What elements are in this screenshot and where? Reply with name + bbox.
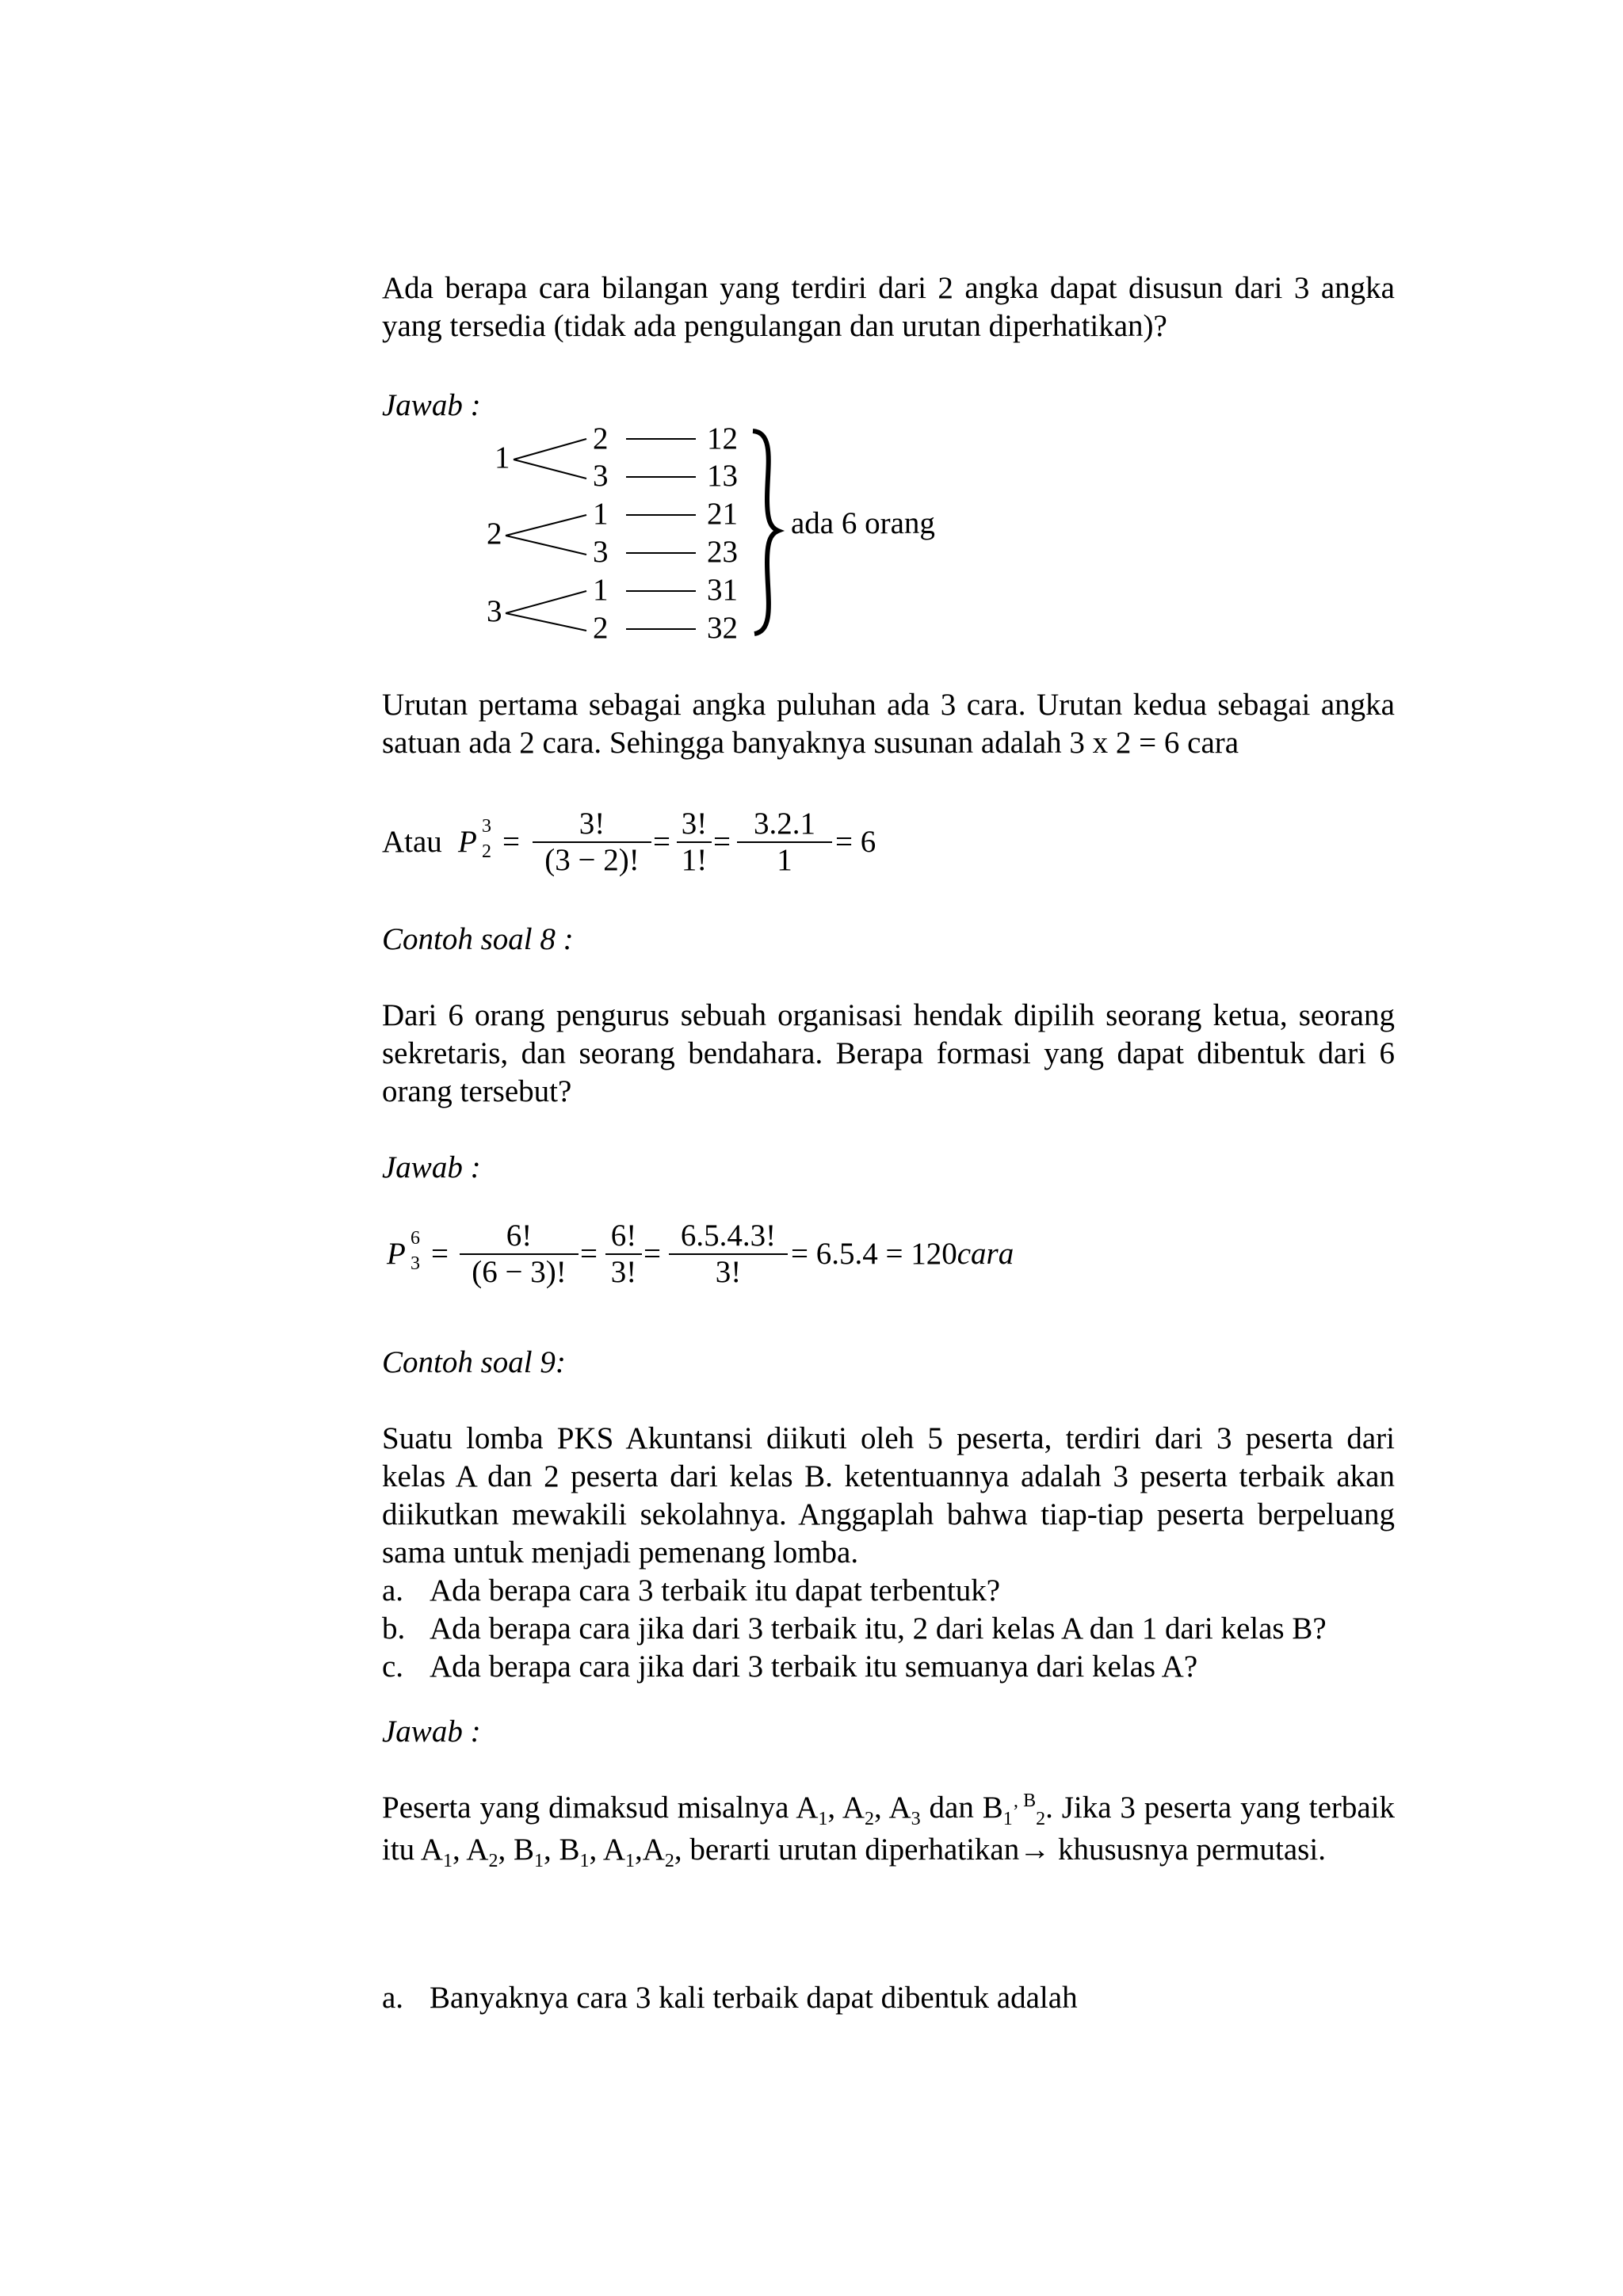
q8-permutation-symbol [387,1236,406,1272]
subscript: 1 [818,1808,828,1829]
q7-permutation-symbol [458,824,477,860]
tree-edge [506,591,586,613]
q7-perm-sub: 2 [482,841,491,862]
list-item [382,1610,1412,1648]
list-item [382,1648,1412,1686]
tree-branch: 1 [593,497,609,531]
q8-formula-result [791,1236,1014,1272]
tree-brace [753,431,778,634]
tree-edge [506,536,586,555]
subscript: 1 [442,1850,453,1871]
fraction-numerator: 3.2.1 [754,807,815,841]
answer-text: , B [498,1833,534,1867]
subscript: 1 [1002,1808,1013,1829]
answer-text: ,A [635,1833,665,1867]
list-text: Ada berapa cara jika dari 3 terbaik itu semuanya dari kelas A? [430,1650,1198,1684]
q9-question: Suatu lomba PKS Akuntansi diikuti oleh 5 peserta, terdiri dari 3 peserta dari kelas A dan 2 peserta dari kelas B. ketentuannya adalah 3 peserta terbaik akan diikutkan mewakili sekolahnya. Anggaplah bahwa tiap-tiap peserta berpeluang sama untuk menjadi pemenang lomba. [382,1421,1395,1569]
list-item [382,1979,1412,2017]
perm-letter: P [458,825,477,859]
q7-question: Ada berapa cara bilangan yang terdiri dari 2 angka dapat disusun dari 3 angka yang tersedia (tidak ada pengulangan dan urutan diperhatikan)? [382,271,1395,343]
list-item [382,1572,1412,1610]
tree-result: 23 [707,535,738,569]
equals-sign: = [580,1237,598,1271]
result-unit: cara [957,1237,1014,1271]
list-letter: a. [382,1981,404,2015]
q9-answer [382,1789,1395,1869]
q7-fraction-1 [533,807,651,878]
tree-branch: 3 [593,535,609,569]
list-letter: b. [382,1611,406,1646]
tree-brace-label: ada 6 orang [791,506,935,540]
subscript: 3 [911,1808,921,1829]
subscript: 1 [533,1850,544,1871]
answer-text: , berarti urutan diperhatikan→ khususnya permutasi. [674,1833,1326,1867]
subscript: 2 [488,1850,498,1871]
fraction-denominator: (6 − 3)! [472,1255,567,1289]
list-text: Ada berapa cara jika dari 3 terbaik itu, 2 dari kelas A dan 1 dari kelas B? [430,1611,1327,1646]
tree-root: 3 [487,594,502,628]
subscript: 2 [865,1808,875,1829]
q7-formula-prefix: Atau [382,825,442,859]
q9-final-item [382,1979,1412,2017]
answer-text: , A [827,1791,865,1825]
tree-result: 32 [707,611,738,645]
tree-edge [514,439,586,460]
fraction-numerator: 3! [681,807,708,841]
list-text: Ada berapa cara 3 terbaik itu dapat terbentuk? [430,1573,1001,1608]
tree-edge [506,515,586,536]
list-text: Banyaknya cara 3 kali terbaik dapat dibentuk adalah [430,1981,1078,2015]
tree-root: 2 [487,517,502,551]
answer-text: , A [589,1833,625,1867]
answer-text: . Jika 3 peserta yang terbaik itu A [382,1791,1396,1867]
fraction-denominator: 1 [777,843,792,877]
tree-edge [506,613,586,631]
answer-text: , B [543,1833,580,1867]
equals-sign: = [502,825,520,859]
fraction-numerator: 6! [506,1219,533,1253]
equals-sign: = [653,825,670,859]
answer-text: Peserta yang dimaksud misalnya A [382,1791,819,1825]
fraction-denominator: (3 − 2)! [544,843,640,877]
tree-branch: 2 [593,611,609,645]
tree-root: 1 [495,441,510,475]
fraction-denominator: 3! [715,1255,742,1289]
q8-jawab: Jawab : [382,1150,481,1184]
tree-branch: 2 [593,421,609,456]
fraction-denominator: 3! [610,1255,637,1289]
superscript: B [1023,1791,1037,1811]
q8-perm-sup: 6 [411,1228,420,1249]
q8-fraction-1 [460,1219,579,1290]
answer-text: ’ [1012,1802,1024,1822]
q8-perm-sub: 3 [411,1253,420,1274]
fraction-numerator: 6! [610,1219,637,1253]
equals-sign: = [713,825,731,859]
q7-tree-diagram [475,420,1030,658]
q7-perm-sup: 3 [482,816,491,837]
fraction-denominator: 1! [681,843,708,877]
subscript: 2 [1036,1808,1046,1829]
fraction-numerator: 3! [579,807,605,841]
tree-result: 31 [707,573,738,607]
q9-title: Contoh soal 9: [382,1345,566,1379]
answer-text: dan B [920,1791,1003,1825]
perm-letter: P [387,1237,406,1271]
tree-result: 13 [707,459,738,493]
answer-text: , A [874,1791,911,1825]
q9-jawab: Jawab : [382,1714,481,1749]
q8-title: Contoh soal 8 : [382,922,574,956]
q7-fraction-2 [677,807,712,878]
tree-branch: 3 [593,459,609,493]
subscript: 1 [625,1850,635,1871]
subscript: 2 [664,1850,674,1871]
result-value: = 6.5.4 = 120 [791,1237,957,1271]
tree-edge [514,460,586,479]
equals-sign: = [643,1237,661,1271]
answer-text: , A [452,1833,489,1867]
fraction-numerator: 6.5.4.3! [680,1219,777,1253]
q8-fraction-2 [605,1219,642,1290]
equals-sign: = [431,1237,449,1271]
q7-formula-result: = 6 [835,825,876,859]
q7-jawab: Jawab : [382,388,481,422]
subscript: 1 [579,1850,590,1871]
tree-branch: 1 [593,573,609,607]
q8-question: Dari 6 orang pengurus sebuah organisasi hendak dipilih seorang ketua, seorang sekretaris, dan seorang bendahara. Berapa formasi yang dapat dibentuk dari 6 orang tersebut? [382,998,1395,1108]
q8-fraction-3 [669,1219,788,1290]
list-letter: a. [382,1573,404,1608]
list-letter: c. [382,1650,404,1684]
q7-fraction-3 [737,807,832,878]
q7-explanation: Urutan pertama sebagai angka puluhan ada 3 cara. Urutan kedua sebagai angka satuan ada 2 cara. Sehingga banyaknya susunan adalah 3 x 2 = 6 cara [382,688,1395,760]
tree-result: 21 [707,497,738,531]
q9-question-list [382,1572,1412,1686]
tree-result: 12 [707,421,738,456]
